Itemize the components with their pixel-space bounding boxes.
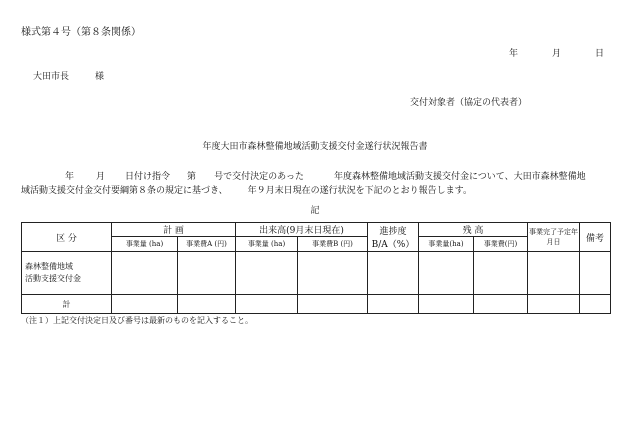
date-line [509,46,604,59]
cell-remaining-cost[interactable] [474,252,528,295]
header-results: 出来高(9月末日現在) [236,223,368,237]
date-year-label: 年 [508,49,518,59]
row-label-line-2: 活動支援交付金 [25,274,81,283]
body-line-1 [21,170,586,184]
subheader-plan-qty: 事業量 (ha) [112,237,178,252]
form-number: 様式第４号（第８条関係） [21,27,141,38]
total-label: 計 [22,295,112,314]
total-progress[interactable] [368,295,419,314]
header-category: 区 分 [22,223,112,252]
total-results-qty[interactable] [236,295,298,314]
date-day-label: 日 [594,49,604,59]
status-table [21,222,611,314]
body-month: 月 [96,172,106,182]
header-progress-label: 進捗度 [379,227,407,237]
subheader-remaining-qty: 事業量(ha) [419,237,474,252]
date-month-label: 月 [551,49,561,59]
cell-results-qty[interactable] [236,252,298,295]
body-dai: 第 [187,172,197,182]
body-number-text: 号で交付決定のあった [214,172,304,182]
body-regulation-text: 域活動支援交付金交付要綱第８条の規定に基づき、 [21,186,228,196]
document-title: 年度大田市森林整備地域活動支援交付金遂行状況報告書 [202,142,428,152]
header-remarks: 備考 [580,223,611,252]
addressee-honorific: 様 [95,72,105,82]
header-progress-ratio: B/A（%） [371,240,415,250]
total-results-cost[interactable] [298,295,368,314]
total-completion[interactable] [528,295,580,314]
cell-remarks[interactable] [580,252,611,295]
total-row [22,295,611,314]
report-body [21,170,586,198]
cell-plan-qty[interactable] [112,252,178,295]
cell-completion[interactable] [528,252,580,295]
addressee-name: 大田市長 [33,72,70,82]
total-plan-cost[interactable] [178,295,236,314]
body-grant-text: 年度森林整備地域活動支援交付金について、大田市森林整備地 [333,172,586,182]
table-row [22,252,611,295]
body-line-2 [21,184,586,198]
header-progress [368,223,419,252]
footnote: （注１）上記交付決定日及び番号は最新のものを記入すること。 [21,316,253,325]
body-day-directive: 日付け指令 [125,172,171,182]
addressee [33,69,104,82]
cell-progress[interactable] [368,252,419,295]
row-label [22,252,112,295]
header-remaining: 残 高 [419,223,528,237]
header-plan: 計 画 [112,223,236,237]
total-remarks[interactable] [580,295,611,314]
total-remaining-cost[interactable] [474,295,528,314]
subheader-results-cost: 事業費B (円) [298,237,368,252]
cell-results-cost[interactable] [298,252,368,295]
subheader-results-qty: 事業量 (ha) [236,237,298,252]
total-remaining-qty[interactable] [419,295,474,314]
cell-remaining-qty[interactable] [419,252,474,295]
total-plan-qty[interactable] [112,295,178,314]
header-completion: 事業完了予定年月日 [528,223,580,252]
subheader-plan-cost: 事業費A (円) [178,237,236,252]
applicant-label: 交付対象者（協定の代表者） [410,98,528,108]
body-status-text: 年９月末日現在の遂行状況を下記のとおり報告します。 [247,186,472,196]
ki-mark: 記 [310,206,320,216]
body-year: 年 [65,172,75,182]
subheader-remaining-cost: 事業費(円) [474,237,528,252]
cell-plan-cost[interactable] [178,252,236,295]
row-label-line-1: 森林整備地域 [25,262,73,271]
